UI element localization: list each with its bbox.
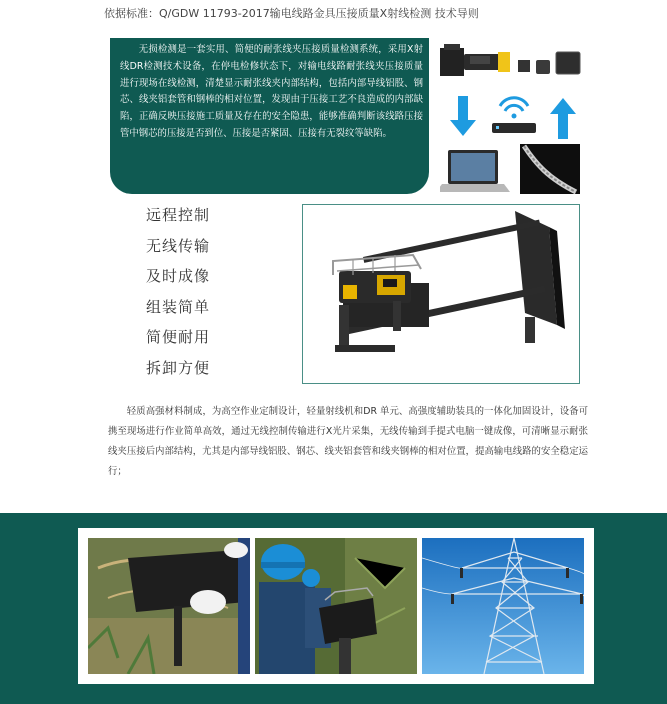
arrow-up-icon [550, 98, 576, 139]
feature-list [146, 200, 210, 383]
product-description: 轻质高强材料制成，为高空作业定制设计，轻量射线机和DR 单元、高强度辅助装具的一体化加固设计，设备可携至现场进行作业简单高效，通过无线控制传输进行X光片采集，无线传输到手提式电脑一键成像，可清晰显示耐张线夹压接后内部结构，尤其是内部导线铝股、钢芯、线夹铝套管和线夹钢棒的相对位置，提高输电线路的安全稳定运行； [108, 406, 588, 477]
feature-item: 无线传输 [146, 236, 211, 255]
laptop-icon [440, 150, 510, 192]
arrow-down-icon [450, 96, 476, 136]
feature-item: 组装简单 [146, 297, 211, 316]
photo-gallery [78, 528, 594, 684]
system-diagram [440, 38, 590, 200]
wifi-router-icon [492, 98, 536, 133]
xray-result-image [520, 144, 580, 194]
feature-item: 拆卸方便 [146, 358, 211, 377]
feature-item: 及时成像 [146, 267, 211, 285]
field-photo-operation [88, 538, 250, 674]
field-photo-workers [255, 538, 417, 674]
feature-item: 简便耐用 [146, 328, 211, 346]
intro-text: 无损检测是一套实用、简便的耐张线夹压接质量检测系统，采用X射线DR检测技术设备，在停电检修状态下，对输电线路耐张线夹压接质量进行现场在线检测，清楚显示耐张线夹内部结构，包括内部导线铝股、钢芯、线夹铝套管和钢棒的相对位置，发现由于压接工艺不良造成的内部缺陷，正确反映压接施工质量及存在的安全隐患，能够准确判断该线路压接管中钢芯的压接是否到位、压接是否紧固、压接有无裂纹等缺陷。 [120, 44, 423, 139]
feature-item: 远程控制 [146, 206, 211, 224]
product-image [302, 204, 580, 384]
xray-equipment-image [440, 44, 580, 76]
intro-panel [110, 38, 429, 194]
standard-reference: 依据标准：Q/GDW 11793-2017输电线路金具压接质量X射线检测 技术导则 [104, 7, 479, 20]
photo-transmission-tower [422, 538, 584, 674]
